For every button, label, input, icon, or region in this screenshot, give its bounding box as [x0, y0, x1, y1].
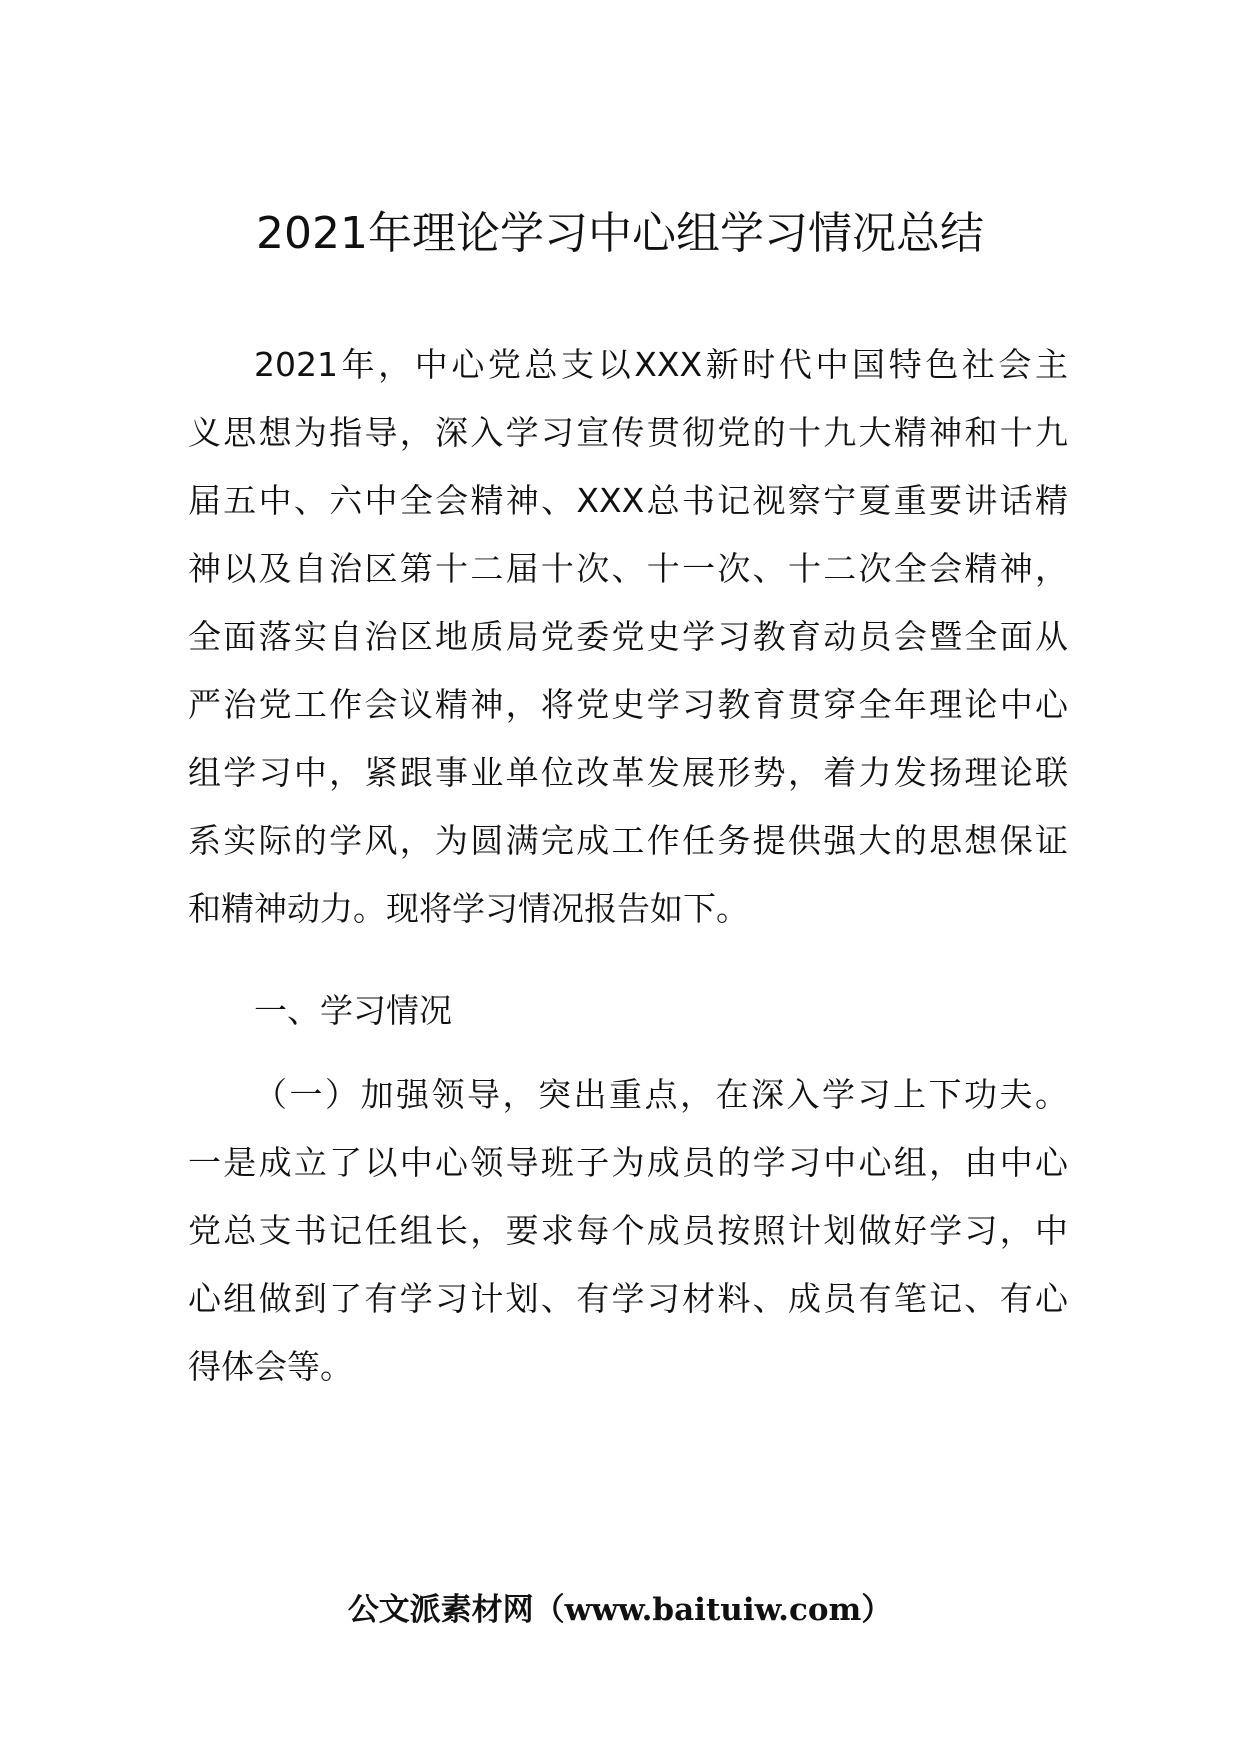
paragraph-line: 系实际的学风，为圆满完成工作任务提供强大的思想保证 [188, 821, 1068, 860]
paragraph-line: 严治党工作会议精神，将党史学习教育贯穿全年理论中心 [188, 685, 1068, 724]
paragraph-line: 一是成立了以中心领导班子为成员的学习中心组，由中心 [188, 1143, 1068, 1182]
paragraph-line: 2021年，中心党总支以XXX新时代中国特色社会主 [254, 345, 1068, 384]
page-footer-source: 公文派素材网（www.baituiw.com） [347, 1592, 893, 1628]
paragraph-line: 届五中、六中全会精神、XXX总书记视察宁夏重要讲话精 [188, 481, 1068, 520]
paragraph-line: 义思想为指导，深入学习宣传贯彻党的十九大精神和十九 [188, 413, 1068, 452]
paragraph-line: 和精神动力。现将学习情况报告如下。 [188, 889, 749, 928]
document-title: 2021年理论学习中心组学习情况总结 [256, 208, 984, 259]
paragraph-line: 党总支书记任组长，要求每个成员按照计划做好学习，中 [188, 1211, 1068, 1250]
paragraph-line: 组学习中，紧跟事业单位改革发展形势，着力发扬理论联 [188, 753, 1068, 792]
paragraph-line: 心组做到了有学习计划、有学习材料、成员有笔记、有心 [188, 1279, 1068, 1318]
paragraph-line: 全面落实自治区地质局党委党史学习教育动员会暨全面从 [188, 617, 1068, 656]
section-heading: 一、学习情况 [254, 991, 452, 1030]
paragraph-line: （一）加强领导，突出重点，在深入学习上下功夫。 [254, 1075, 1068, 1114]
paragraph-line: 神以及自治区第十二届十次、十一次、十二次全会精神， [188, 549, 1068, 588]
paragraph-line: 得体会等。 [188, 1347, 353, 1386]
